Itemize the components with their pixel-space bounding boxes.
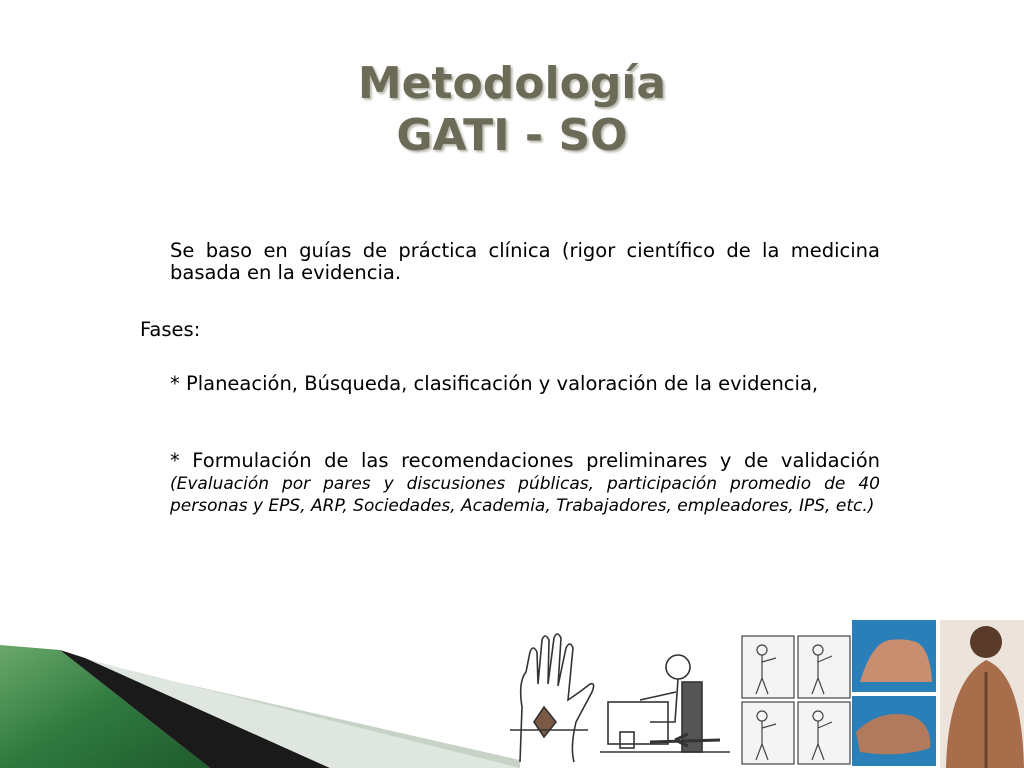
phase-item-2-note: (Evaluación por pares y discusiones públicas, participación promedio de 40 personas y EPS, ARP, Sociedades, Academia, Trabajadores, empleadores, IPS, etc.) — [170, 474, 880, 516]
worker-at-desk-illustration-icon — [600, 655, 730, 752]
phase-item-1: * Planeación, Búsqueda, clasificación y valoración de la evidencia, — [170, 372, 819, 395]
slide-title — [0, 58, 1024, 162]
posture-grid-illustration-icon — [742, 636, 850, 764]
medical-illustrations — [500, 612, 1024, 768]
decorative-green-band — [0, 610, 520, 768]
hand-illustration-icon — [510, 634, 594, 762]
back-photo-icon — [940, 620, 1024, 768]
fases-label: Fases: — [140, 318, 201, 341]
phase-item-2 — [170, 450, 880, 516]
hands-photo-icon — [852, 620, 936, 766]
intro-paragraph: Se baso en guías de práctica clínica (rigor científico de la medicina basada en la evidencia. — [170, 239, 880, 284]
phase-item-2-text: * Formulación de las recomendaciones preliminares y de validación — [170, 449, 880, 472]
title-line-1: Metodología — [357, 58, 667, 109]
title-line-2: GATI - SO — [396, 110, 628, 161]
